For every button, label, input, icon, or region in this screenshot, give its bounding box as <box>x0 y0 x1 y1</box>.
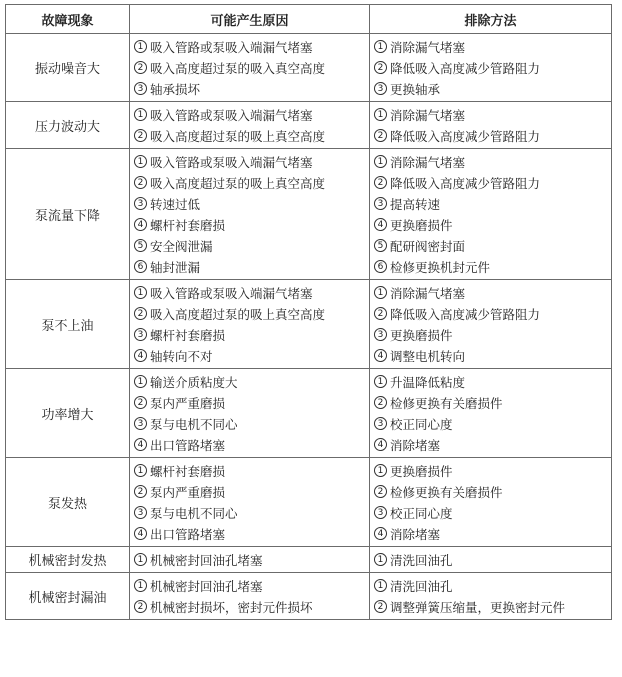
number-marker: 2 <box>374 61 387 74</box>
table-body <box>6 34 612 620</box>
number-marker: 2 <box>134 600 147 613</box>
number-marker: 2 <box>374 176 387 189</box>
cause-item: 6 轴封泄漏 <box>134 256 365 277</box>
number-marker: 2 <box>134 396 147 409</box>
cause-item: 3 螺杆衬套磨损 <box>134 324 365 345</box>
solution-cell <box>370 280 612 369</box>
number-marker: 1 <box>134 286 147 299</box>
cause-item: 4 螺杆衬套磨损 <box>134 214 365 235</box>
number-marker: 1 <box>374 286 387 299</box>
number-marker: 4 <box>374 349 387 362</box>
number-marker: 1 <box>374 108 387 121</box>
cause-item: 5 安全阀泄漏 <box>134 235 365 256</box>
number-marker: 5 <box>134 239 147 252</box>
cause-item: 2 机械密封损坏，密封元件损坏 <box>134 596 365 617</box>
solution-item: 3 更换磨损件 <box>374 324 607 345</box>
number-marker: 4 <box>374 218 387 231</box>
solution-cell <box>370 102 612 149</box>
number-marker: 4 <box>134 349 147 362</box>
solution-cell <box>370 547 612 573</box>
solution-cell <box>370 34 612 102</box>
number-marker: 1 <box>134 155 147 168</box>
number-marker: 4 <box>134 527 147 540</box>
cause-item: 2 泵内严重磨损 <box>134 481 365 502</box>
number-marker: 3 <box>134 328 147 341</box>
cause-cell <box>130 149 370 280</box>
solution-cell <box>370 149 612 280</box>
number-marker: 1 <box>374 579 387 592</box>
solution-item: 2 检修更换有关磨损件 <box>374 392 607 413</box>
number-marker: 2 <box>134 485 147 498</box>
cause-item: 1 吸入管路或泵吸入端漏气堵塞 <box>134 36 365 57</box>
cause-item: 1 吸入管路或泵吸入端漏气堵塞 <box>134 282 365 303</box>
number-marker: 1 <box>134 375 147 388</box>
solution-item: 3 提高转速 <box>374 193 607 214</box>
cause-item: 2 吸入高度超过泵的吸上真空高度 <box>134 303 365 324</box>
number-marker: 1 <box>134 108 147 121</box>
table-row <box>6 34 612 102</box>
solution-item: 2 降低吸入高度减少管路阻力 <box>374 303 607 324</box>
number-marker: 1 <box>374 375 387 388</box>
number-marker: 1 <box>374 464 387 477</box>
solution-item: 4 消除堵塞 <box>374 523 607 544</box>
solution-item: 1 消除漏气堵塞 <box>374 104 607 125</box>
cause-item: 1 螺杆衬套磨损 <box>134 460 365 481</box>
cause-item: 2 吸入高度超过泵的吸入真空高度 <box>134 57 365 78</box>
number-marker: 2 <box>374 307 387 320</box>
number-marker: 2 <box>374 396 387 409</box>
cause-item: 4 出口管路堵塞 <box>134 434 365 455</box>
solution-item: 1 清洗回油孔 <box>374 575 607 596</box>
cause-item: 3 轴承损坏 <box>134 78 365 99</box>
solution-item: 2 调整弹簧压缩量，更换密封元件 <box>374 596 607 617</box>
number-marker: 3 <box>374 506 387 519</box>
symptom-cell: 机械密封发热 <box>6 547 130 573</box>
cause-item: 2 吸入高度超过泵的吸上真空高度 <box>134 172 365 193</box>
cause-item: 1 机械密封回油孔堵塞 <box>134 575 365 596</box>
cause-cell <box>130 369 370 458</box>
solution-item: 6 检修更换机封元件 <box>374 256 607 277</box>
symptom-cell: 功率增大 <box>6 369 130 458</box>
symptom-cell: 泵流量下降 <box>6 149 130 280</box>
number-marker: 3 <box>374 328 387 341</box>
solution-item: 2 降低吸入高度减少管路阻力 <box>374 57 607 78</box>
cause-item: 2 吸入高度超过泵的吸上真空高度 <box>134 125 365 146</box>
number-marker: 6 <box>134 260 147 273</box>
cause-item: 1 输送介质粘度大 <box>134 371 365 392</box>
number-marker: 1 <box>374 40 387 53</box>
number-marker: 1 <box>134 553 147 566</box>
number-marker: 2 <box>134 129 147 142</box>
symptom-cell: 泵不上油 <box>6 280 130 369</box>
number-marker: 3 <box>374 417 387 430</box>
cause-item: 3 泵与电机不同心 <box>134 413 365 434</box>
number-marker: 3 <box>134 197 147 210</box>
header-cause: 可能产生原因 <box>130 5 370 34</box>
cause-item: 1 机械密封回油孔堵塞 <box>134 549 365 570</box>
solution-cell <box>370 458 612 547</box>
number-marker: 2 <box>134 307 147 320</box>
cause-item: 3 转速过低 <box>134 193 365 214</box>
solution-item: 2 降低吸入高度减少管路阻力 <box>374 125 607 146</box>
header-symptom: 故障现象 <box>6 5 130 34</box>
number-marker: 3 <box>134 417 147 430</box>
solution-item: 1 消除漏气堵塞 <box>374 36 607 57</box>
table-header-row <box>6 5 612 34</box>
solution-item: 3 校正同心度 <box>374 413 607 434</box>
number-marker: 4 <box>374 438 387 451</box>
number-marker: 2 <box>134 176 147 189</box>
solution-item: 3 校正同心度 <box>374 502 607 523</box>
solution-item: 2 降低吸入高度减少管路阻力 <box>374 172 607 193</box>
solution-cell <box>370 369 612 458</box>
symptom-cell: 泵发热 <box>6 458 130 547</box>
number-marker: 3 <box>374 82 387 95</box>
solution-item: 3 更换轴承 <box>374 78 607 99</box>
number-marker: 3 <box>374 197 387 210</box>
number-marker: 1 <box>134 579 147 592</box>
solution-item: 2 检修更换有关磨损件 <box>374 481 607 502</box>
number-marker: 1 <box>374 553 387 566</box>
table-row <box>6 280 612 369</box>
cause-cell <box>130 573 370 620</box>
number-marker: 2 <box>374 485 387 498</box>
number-marker: 2 <box>134 61 147 74</box>
cause-item: 1 吸入管路或泵吸入端漏气堵塞 <box>134 104 365 125</box>
cause-item: 1 吸入管路或泵吸入端漏气堵塞 <box>134 151 365 172</box>
header-solution: 排除方法 <box>370 5 612 34</box>
number-marker: 4 <box>134 218 147 231</box>
cause-cell <box>130 102 370 149</box>
table-row <box>6 369 612 458</box>
cause-cell <box>130 280 370 369</box>
table-row <box>6 149 612 280</box>
solution-item: 1 消除漏气堵塞 <box>374 282 607 303</box>
cause-cell <box>130 458 370 547</box>
table-row <box>6 547 612 573</box>
symptom-cell: 振动噪音大 <box>6 34 130 102</box>
number-marker: 2 <box>374 129 387 142</box>
number-marker: 4 <box>374 527 387 540</box>
cause-item: 4 轴转向不对 <box>134 345 365 366</box>
table-row <box>6 102 612 149</box>
number-marker: 4 <box>134 438 147 451</box>
number-marker: 3 <box>134 82 147 95</box>
table-row <box>6 458 612 547</box>
number-marker: 2 <box>374 600 387 613</box>
cause-item: 2 泵内严重磨损 <box>134 392 365 413</box>
number-marker: 3 <box>134 506 147 519</box>
fault-diagnosis-table <box>5 4 612 620</box>
solution-item: 5 配研阀密封面 <box>374 235 607 256</box>
solution-item: 4 调整电机转向 <box>374 345 607 366</box>
number-marker: 1 <box>374 155 387 168</box>
cause-item: 4 出口管路堵塞 <box>134 523 365 544</box>
table-row <box>6 573 612 620</box>
number-marker: 5 <box>374 239 387 252</box>
number-marker: 6 <box>374 260 387 273</box>
solution-item: 1 清洗回油孔 <box>374 549 607 570</box>
cause-cell <box>130 34 370 102</box>
solution-item: 4 更换磨损件 <box>374 214 607 235</box>
solution-cell <box>370 573 612 620</box>
solution-item: 1 升温降低粘度 <box>374 371 607 392</box>
number-marker: 1 <box>134 464 147 477</box>
cause-cell <box>130 547 370 573</box>
solution-item: 1 更换磨损件 <box>374 460 607 481</box>
solution-item: 1 消除漏气堵塞 <box>374 151 607 172</box>
symptom-cell: 机械密封漏油 <box>6 573 130 620</box>
symptom-cell: 压力波动大 <box>6 102 130 149</box>
number-marker: 1 <box>134 40 147 53</box>
cause-item: 3 泵与电机不同心 <box>134 502 365 523</box>
solution-item: 4 消除堵塞 <box>374 434 607 455</box>
